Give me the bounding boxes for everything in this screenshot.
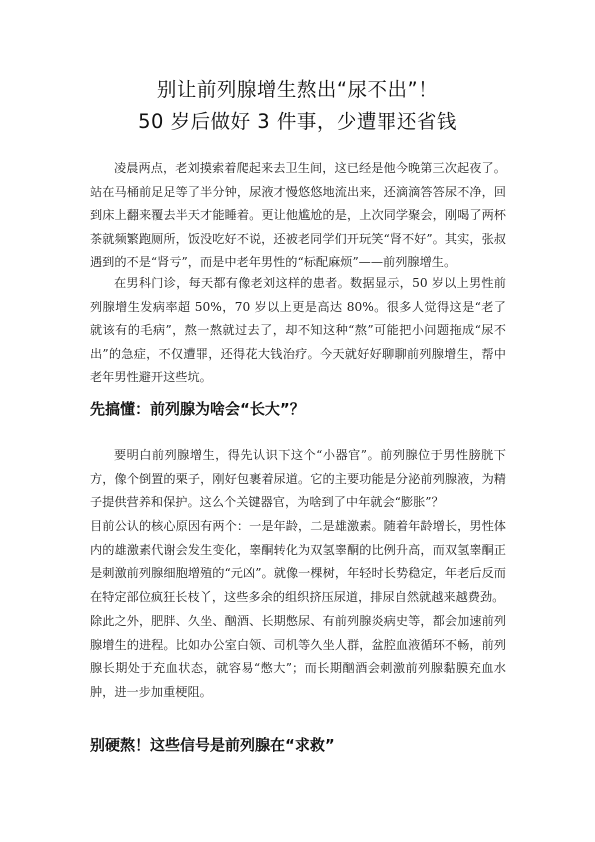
paragraph-intro-story: 凌晨两点，老刘摸索着爬起来去卫生间，这已经是他今晚第三次起夜了。站在马桶前足足等了半分钟，尿液才慢悠悠地流出来，还滴滴答答尿不净，回到床上翻来覆去半天才能睡着。更让他尴尬的是，上次同学聚会，刚喝了两杯茶就频繁跑厕所，饭没吃好不说，还被老同学们开玩笑“肾不好”。其实，张叔遇到的不是“肾亏”，而是中老年男性的“标配麻烦”——前列腺增生。: [90, 161, 506, 270]
section-heading-cause: 先搞懂：前列腺为啥会“长大”？: [90, 400, 305, 418]
section-heading-warning-signs: 别硬熬！这些信号是前列腺在“求救”: [90, 736, 335, 754]
article-title-line-2: 50 岁后做好 3 件事，少遭罪还省钱: [138, 110, 457, 133]
article-title-line-1: 别让前列腺增生熬出“尿不出”！: [156, 78, 439, 101]
paragraph-statistics: 在男科门诊，每天都有像老刘这样的患者。数据显示，50 岁以上男性前列腺增生发病率超 50%，70 岁以上更是高达 80%。很多人觉得这是“老了就该有的毛病”，熬一熬就过去了，却不知这种“熬”可能把小问题拖成“尿不出”的急症，不仅遭罪，还得花大钱治疗。今天就好好聊聊前列腺增生，帮中老年男性避开这些坑。: [90, 276, 506, 385]
paragraph-risk-factors: 除此之外，肥胖、久坐、酗酒、长期憋尿、有前列腺炎病史等，都会加速前列腺增生的进程。比如办公室白领、司机等久坐人群，盆腔血液循环不畅，前列腺长期处于充血状态，就容易“憋大”；而长期酗酒会刺激前列腺黏膜充血水肿，进一步加重梗阻。: [90, 614, 506, 699]
paragraph-core-causes: 目前公认的核心原因有两个：一是年龄，二是雄激素。随着年龄增长，男性体内的雄激素代谢会发生变化，睾酮转化为双氢睾酮的比例升高，而双氢睾酮正是刺激前列腺细胞增殖的“元凶”。就像一棵树，年轻时长势稳定，年老后反而在特定部位疯狂长枝丫，这些多余的组织挤压尿道，排尿自然就越来越费劲。: [90, 519, 506, 604]
paragraph-anatomy: 要明白前列腺增生，得先认识下这个“小器官”。前列腺位于男性膀胱下方，像个倒置的栗子，刚好包裹着尿道。它的主要功能是分泌前列腺液，为精子提供营养和保护。这么个关键器官，为啥到了中年就会“膨胀”？: [90, 448, 506, 510]
